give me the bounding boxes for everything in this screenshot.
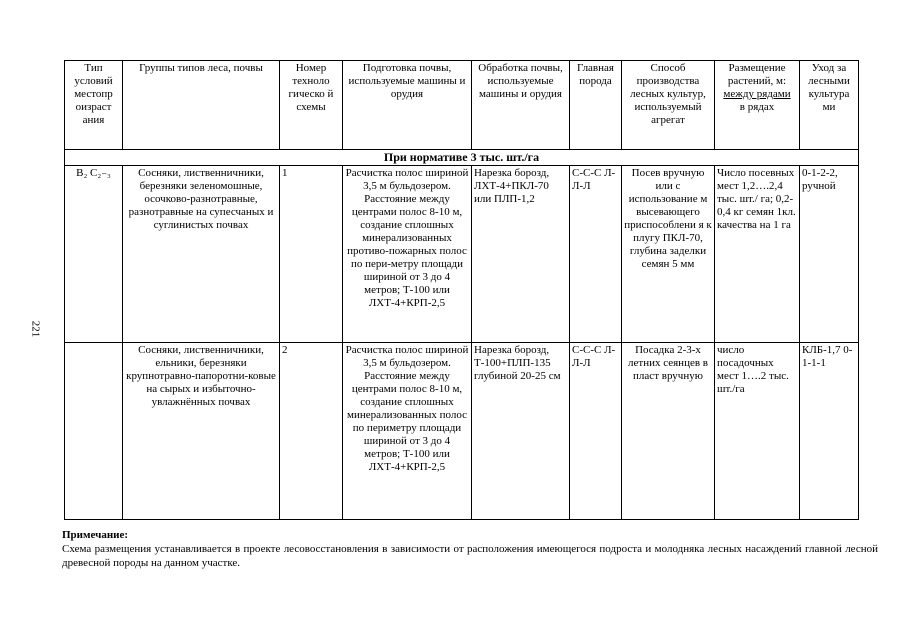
cell-placement: Число посевных мест 1,2….2,4 тыс. шт./ га; 0,2-0,4 кг семян 1кл. качества на 1 га xyxy=(715,166,800,343)
header-soil-preparation: Подготовка почвы, используемые машины и орудия xyxy=(343,61,472,150)
section-title: При нормативе 3 тыс. шт./га xyxy=(65,150,859,166)
note-text: Схема размещения устанавливается в проекте лесовосстановления в зависимости от расположения имеющегося подроста и молодняка лесных насаждений главной лесной древесной породы на данном участке. xyxy=(62,543,878,569)
header-soil-treatment: Обработка почвы, используемые машины и орудия xyxy=(472,61,570,150)
table-row xyxy=(65,343,859,520)
cell-soil-prep: Расчистка полос шириной 3,5 м бульдозером. Расстояние между центрами полос 8-10 м, создание сплошных минерализованных противо-пожарных полос по пери-метру площади шириной от 3 до 4 метров; Т-100 или ЛХТ-4+КРП-2,5 xyxy=(343,166,472,343)
cell-condition: В₂ С₂₋₃ xyxy=(65,166,123,343)
header-scheme-number: Номер техноло гическо й схемы xyxy=(280,61,343,150)
cell-forest-types: Сосняки, лиственничники, ельники, березняки крупнотравно-папоротни-ковые на сырых и избыточно-увлажнённых почвах xyxy=(123,343,280,520)
cell-forest-types: Сосняки, лиственничники, березняки зеленомошные, осочково-разнотравные, разнотравные на супесчаных и суглинистых почвах xyxy=(123,166,280,343)
cell-placement: число посадочных мест 1….2 тыс. шт./га xyxy=(715,343,800,520)
section-row xyxy=(65,150,859,166)
page-number: 221 xyxy=(29,320,42,338)
cell-care: КЛБ-1,7 0-1-1-1 xyxy=(800,343,859,520)
header-forest-groups: Группы типов леса, почвы xyxy=(123,61,280,150)
cell-scheme: 2 xyxy=(280,343,343,520)
header-condition-type: Тип условий местопр оизраст ания xyxy=(65,61,123,150)
header-placement xyxy=(715,61,800,150)
forest-culture-table xyxy=(64,60,859,520)
header-production-method: Способ производства лесных культур, используемый агрегат xyxy=(622,61,715,150)
note-title: Примечание: xyxy=(62,529,129,541)
header-care: Уход за лесными культура ми xyxy=(800,61,859,150)
cell-care: 0-1-2-2, ручной xyxy=(800,166,859,343)
cell-species: С-С-С Л-Л-Л xyxy=(570,343,622,520)
note-block xyxy=(62,528,878,570)
header-row xyxy=(65,61,859,150)
cell-method: Посадка 2-3-х летних сеянцев в пласт вручную xyxy=(622,343,715,520)
header-placement-title: Размещение растений, м: xyxy=(727,62,787,87)
cell-soil-treat: Нарезка борозд, Т-100+ПЛП-135 глубиной 20-25 см xyxy=(472,343,570,520)
cell-scheme: 1 xyxy=(280,166,343,343)
cell-species: С-С-С Л-Л-Л xyxy=(570,166,622,343)
cell-method: Посев вручную или с использование м высевающего приспособлени я к плугу ПКЛ-70, глубина заделки семян 5 мм xyxy=(622,166,715,343)
cell-soil-treat: Нарезка борозд, ЛХТ-4+ПКЛ-70 или ПЛП-1,2 xyxy=(472,166,570,343)
header-placement-in-rows: в рядах xyxy=(739,101,775,113)
cell-soil-prep: Расчистка полос шириной 3,5 м бульдозером. Расстояние между центрами полос 8-10 м, создание сплошных минерализованных полос по периметру площади шириной от 3 до 4 метров; Т-100 или ЛХТ-4+КРП-2,5 xyxy=(343,343,472,520)
header-placement-between-rows: между рядами xyxy=(723,88,791,100)
table-row xyxy=(65,166,859,343)
cell-condition xyxy=(65,343,123,520)
header-main-species: Главная порода xyxy=(570,61,622,150)
